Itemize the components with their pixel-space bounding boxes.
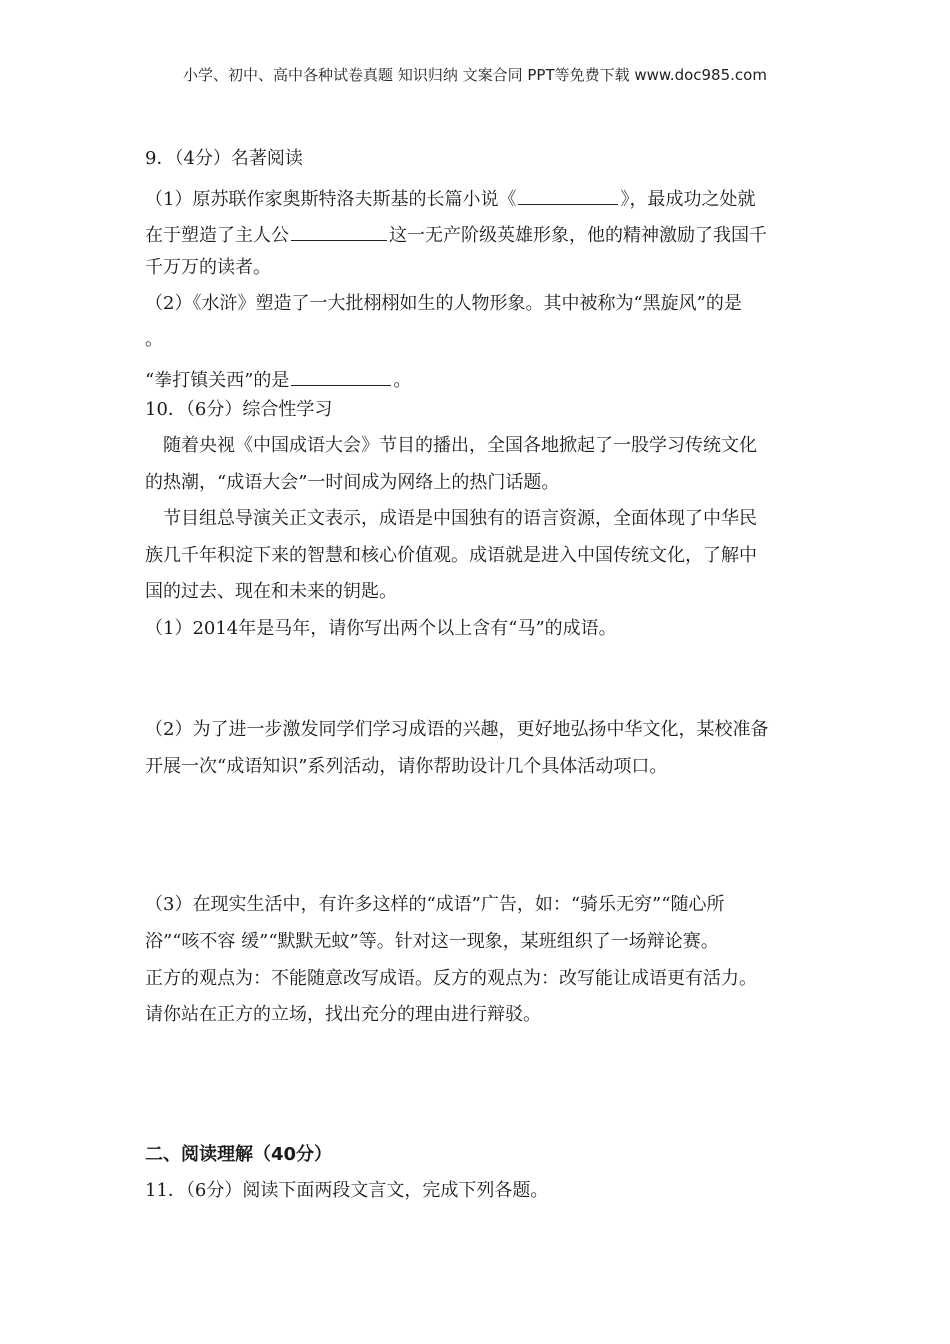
q10-intro1-line1: 随着央视《中国成语大会》节目的播出，全国各地掀起了一股学习传统文化 bbox=[163, 435, 757, 456]
q9-title: 9．（4分）名著阅读 bbox=[145, 148, 303, 169]
q10-sub1: （1）2014年是马年，请你写出两个以上含有“马”的成语。 bbox=[145, 618, 617, 639]
q10-sub2-line2: 开展一次“成语知识”系列活动，请你帮助设计几个具体活动项口。 bbox=[145, 756, 668, 777]
q10-sub2-line1: （2）为了进一步激发同学们学习成语的兴趣，更好地弘扬中华文化，某校准备 bbox=[145, 719, 769, 740]
q9-p1-text-a: （1）原苏联作家奥斯特洛夫斯基的长篇小说《 bbox=[145, 189, 517, 210]
novel-title-blank[interactable] bbox=[518, 186, 618, 205]
q10-sub3-line3: 正方的观点为：不能随意改写成语。反方的观点为：改写能让成语更有活力。 bbox=[145, 968, 757, 989]
q9-part1-line3: 千万万的读者。 bbox=[145, 257, 271, 278]
q9-p2-text-c: “拳打镇关西”的是 bbox=[145, 370, 290, 391]
q9-part2-line2: 。 bbox=[145, 329, 163, 350]
q9-part2-line1: （2）《水浒》塑造了一大批栩栩如生的人物形象。其中被称为“黑旋风”的是 bbox=[145, 293, 742, 314]
q10-sub3-line1: （3）在现实生活中，有许多这样的“成语”广告，如：“骑乐无穷”“随心所 bbox=[145, 894, 725, 915]
q9-p1-text-c: 在于塑造了主人公 bbox=[145, 225, 289, 246]
section2-title: 二、阅读理解（40分） bbox=[145, 1144, 333, 1165]
q9-part2-line3 bbox=[145, 367, 411, 390]
q10-intro2-line3: 国的过去、现在和未来的钥匙。 bbox=[145, 581, 397, 602]
zhen-guanxi-blank[interactable] bbox=[291, 367, 391, 386]
q10-title: 10．（6分）综合性学习 bbox=[145, 399, 333, 420]
q9-p1-text-b: 》，最成功之处就 bbox=[620, 189, 756, 210]
q10-sub3-line2: 浴”“咳不容 缓”“默默无蚊”等。针对这一现象，某班组织了一场辩论赛。 bbox=[145, 931, 719, 952]
q11-title: 11．（6分）阅读下面两段文言文，完成下列各题。 bbox=[145, 1180, 549, 1201]
q10-intro2-line1: 节目组总导演关正文表示，成语是中国独有的语言资源，全面体现了中华民 bbox=[163, 508, 757, 529]
q9-part1-line1 bbox=[145, 186, 755, 209]
page-header: 小学、初中、高中各种试卷真题 知识归纳 文案合同 PPT等免费下载 www.doc985.com bbox=[183, 66, 767, 84]
q9-p2-text-d: 。 bbox=[393, 370, 412, 391]
q10-intro2-line2: 族几千年积淀下来的智慧和核心价值观。成语就是进入中国传统文化，了解中 bbox=[145, 545, 757, 566]
q10-intro1-line2: 的热潮，“成语大会”一时间成为网络上的热门话题。 bbox=[145, 472, 560, 493]
q9-part1-line2 bbox=[145, 222, 767, 245]
protagonist-blank[interactable] bbox=[291, 222, 387, 241]
q10-sub3-line4: 请你站在正方的立场，找出充分的理由进行辩驳。 bbox=[145, 1004, 541, 1025]
q9-p1-text-d: 这一无产阶级英雄形象，他的精神激励了我国千 bbox=[389, 225, 767, 246]
